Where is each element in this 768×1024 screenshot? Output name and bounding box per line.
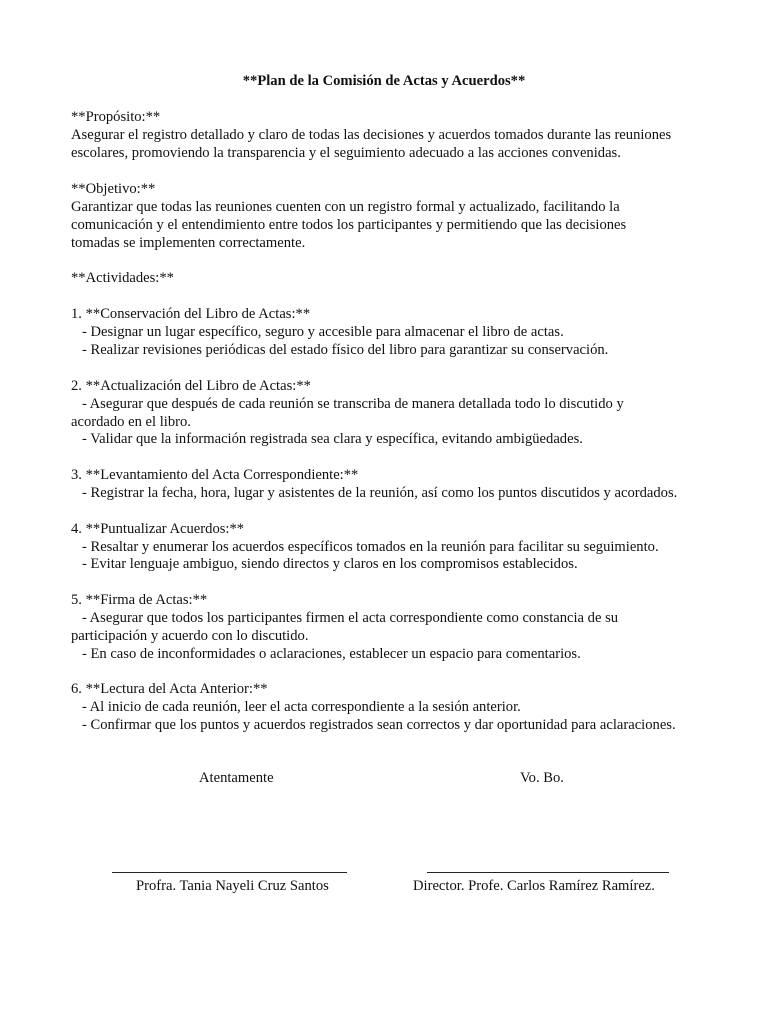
activity-heading: 3. **Levantamiento del Acta Correspondiente:** (71, 467, 359, 483)
activity-heading: 4. **Puntualizar Acuerdos:** (71, 521, 245, 537)
signature-left-rule (112, 872, 347, 873)
signature-left-label: Atentamente (199, 770, 274, 786)
objetivo-line: Garantizar que todas las reuniones cuenten con un registro formal y actualizado, facilitando la (71, 199, 620, 215)
signature-right-rule (427, 872, 669, 873)
activity-heading: 6. **Lectura del Acta Anterior:** (71, 681, 268, 697)
activity-heading: 2. **Actualización del Libro de Actas:** (71, 378, 311, 394)
objetivo-line: comunicación y el entendimiento entre todos los participantes y permitiendo que las decisiones (71, 217, 627, 233)
signature-right-name: Director. Profe. Carlos Ramírez Ramírez. (413, 878, 655, 894)
objetivo-line: tomadas se implementen correctamente. (71, 235, 306, 251)
proposito-line: Asegurar el registro detallado y claro de todas las decisiones y acuerdos tomados durante las reuniones (71, 127, 672, 143)
actividades-heading: **Actividades:** (71, 270, 174, 286)
activity-line: participación y acuerdo con lo discutido. (71, 628, 309, 644)
activity-line: - Registrar la fecha, hora, lugar y asistentes de la reunión, así como los puntos discutidos y acordados. (71, 485, 678, 501)
activity-line: - Confirmar que los puntos y acuerdos registrados sean correctos y dar oportunidad para aclaraciones. (71, 717, 676, 733)
document-title: **Plan de la Comisión de Actas y Acuerdos** (242, 73, 526, 89)
activity-line: - En caso de inconformidades o aclaraciones, establecer un espacio para comentarios. (71, 646, 581, 662)
activity-line: - Realizar revisiones periódicas del estado físico del libro para garantizar su conservación. (71, 342, 609, 358)
signature-left-name: Profra. Tania Nayeli Cruz Santos (136, 878, 329, 894)
objetivo-heading: **Objetivo:** (71, 181, 156, 197)
activity-line: - Validar que la información registrada sea clara y específica, evitando ambigüedades. (71, 431, 583, 447)
activity-line: - Al inicio de cada reunión, leer el acta correspondiente a la sesión anterior. (71, 699, 521, 715)
activity-line: - Asegurar que después de cada reunión se transcriba de manera detallada todo lo discutido y (71, 396, 624, 412)
activity-heading: 1. **Conservación del Libro de Actas:** (71, 306, 311, 322)
activity-line: - Asegurar que todos los participantes firmen el acta correspondiente como constancia de su (71, 610, 619, 626)
activity-line: - Resaltar y enumerar los acuerdos específicos tomados en la reunión para facilitar su seguimiento. (71, 539, 659, 555)
proposito-line: escolares, promoviendo la transparencia y el seguimiento adecuado a las acciones convenidas. (71, 145, 621, 161)
signature-right-label: Vo. Bo. (520, 770, 564, 786)
activity-heading: 5. **Firma de Actas:** (71, 592, 208, 608)
activity-line: acordado en el libro. (71, 414, 191, 430)
proposito-heading: **Propósito:** (71, 109, 161, 125)
activity-line: - Designar un lugar específico, seguro y accesible para almacenar el libro de actas. (71, 324, 564, 340)
activity-line: - Evitar lenguaje ambiguo, siendo directos y claros en los compromisos establecidos. (71, 556, 578, 572)
